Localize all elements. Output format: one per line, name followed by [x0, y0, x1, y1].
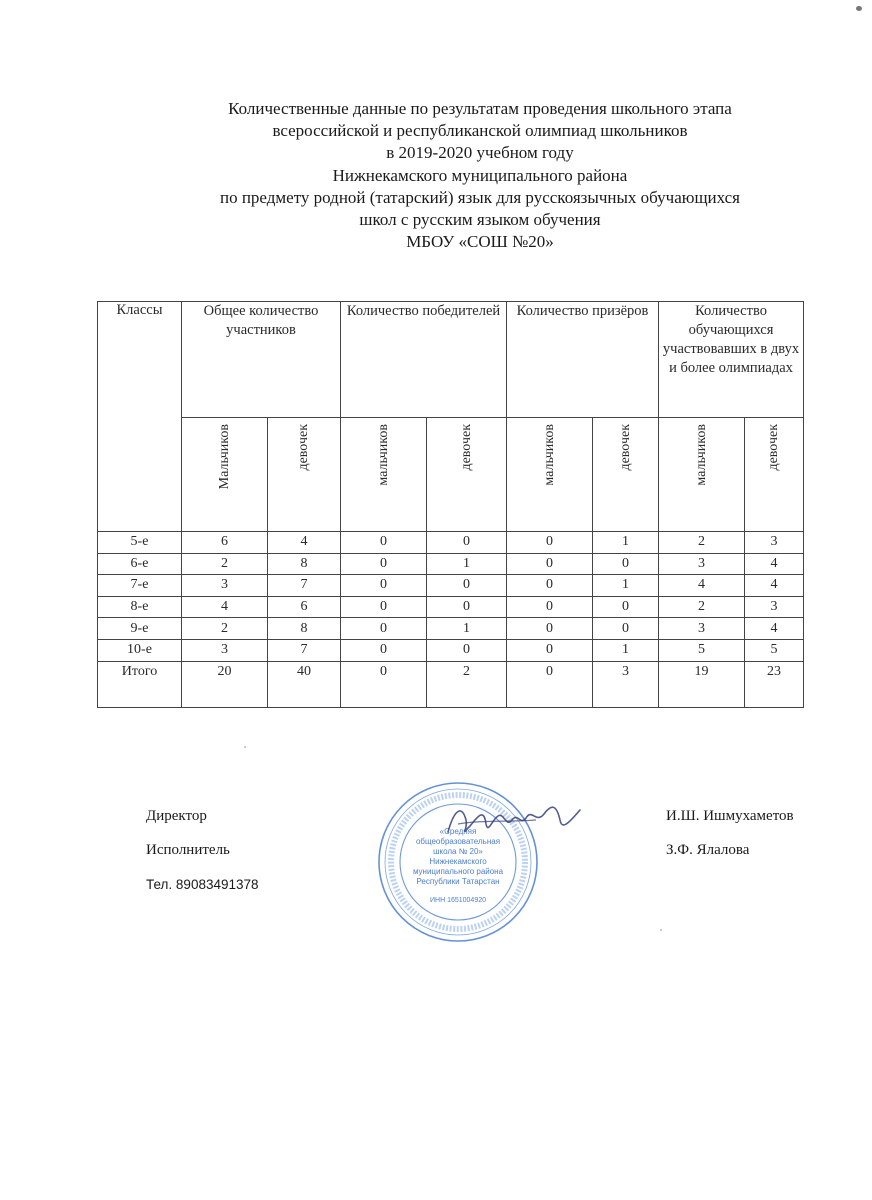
value-cell: 0	[341, 596, 427, 618]
results-table	[97, 301, 804, 708]
subheader-boys	[182, 418, 268, 532]
svg-text:школа № 20»: школа № 20»	[433, 847, 483, 856]
table-row	[98, 596, 804, 618]
value-cell: 1	[593, 532, 659, 554]
value-cell: 0	[427, 596, 507, 618]
value-cell: 1	[593, 639, 659, 661]
subheader-label: девочек	[458, 424, 474, 471]
total-cell: 3	[593, 661, 659, 707]
total-row	[98, 661, 804, 707]
subheader-girls	[427, 418, 507, 532]
total-cell: 19	[659, 661, 745, 707]
value-cell: 1	[593, 575, 659, 597]
subheader-label: мальчиков	[541, 424, 557, 486]
svg-text:«Средняя: «Средняя	[439, 827, 477, 836]
value-cell: 3	[182, 575, 268, 597]
value-cell: 0	[341, 575, 427, 597]
value-cell: 0	[593, 553, 659, 575]
subheader-girls	[593, 418, 659, 532]
value-cell: 0	[507, 553, 593, 575]
director-name: И.Ш. Ишмухаметов	[666, 808, 794, 824]
value-cell: 1	[427, 553, 507, 575]
value-cell: 0	[507, 639, 593, 661]
value-cell: 3	[659, 618, 745, 640]
value-cell: 2	[659, 596, 745, 618]
class-cell: 9-е	[98, 618, 182, 640]
value-cell: 2	[182, 618, 268, 640]
subheader-girls	[268, 418, 341, 532]
value-cell: 2	[182, 553, 268, 575]
value-cell: 3	[182, 639, 268, 661]
svg-text:ИНН 1651004920: ИНН 1651004920	[429, 897, 487, 904]
class-cell: 10-е	[98, 639, 182, 661]
class-cell: 5-е	[98, 532, 182, 554]
value-cell: 0	[341, 618, 427, 640]
value-cell: 0	[427, 639, 507, 661]
value-cell: 0	[341, 532, 427, 554]
scan-artifact	[856, 6, 862, 11]
title-line: МБОУ «СОШ №20»	[406, 232, 554, 252]
value-cell: 7	[268, 639, 341, 661]
document-title	[120, 98, 840, 253]
table-row	[98, 532, 804, 554]
class-cell: 7-е	[98, 575, 182, 597]
total-cell: 23	[745, 661, 804, 707]
scan-artifact	[244, 746, 246, 748]
value-cell: 0	[427, 575, 507, 597]
subheader-label: мальчиков	[375, 424, 391, 486]
value-cell: 3	[745, 596, 804, 618]
value-cell: 4	[268, 532, 341, 554]
value-cell: 3	[659, 553, 745, 575]
value-cell: 0	[507, 596, 593, 618]
class-cell: 8-е	[98, 596, 182, 618]
value-cell: 5	[745, 639, 804, 661]
value-cell: 0	[593, 596, 659, 618]
subheader-label: девочек	[617, 424, 633, 471]
subheader-label: Мальчиков	[216, 424, 232, 490]
total-cell: 0	[341, 661, 427, 707]
executor-label: Исполнитель	[146, 842, 230, 858]
value-cell: 7	[268, 575, 341, 597]
subheader-boys	[659, 418, 745, 532]
value-cell: 0	[507, 618, 593, 640]
title-line: Количественные данные по результатам проведения школьного этапа	[228, 99, 732, 118]
value-cell: 0	[593, 618, 659, 640]
subheader-boys	[507, 418, 593, 532]
value-cell: 0	[507, 575, 593, 597]
table-row	[98, 553, 804, 575]
class-cell: 6-е	[98, 553, 182, 575]
table-row	[98, 575, 804, 597]
total-label: Итого	[98, 661, 182, 707]
value-cell: 1	[427, 618, 507, 640]
value-cell: 0	[341, 639, 427, 661]
total-cell: 2	[427, 661, 507, 707]
title-line: по предмету родной (татарский) язык для русскоязычных обучающихся	[219, 187, 741, 207]
value-cell: 4	[182, 596, 268, 618]
value-cell: 8	[268, 553, 341, 575]
value-cell: 4	[745, 553, 804, 575]
total-cell: 0	[507, 661, 593, 707]
svg-text:Республики Татарстан: Республики Татарстан	[416, 877, 500, 886]
value-cell: 5	[659, 639, 745, 661]
table-row	[98, 639, 804, 661]
title-line: Нижнекамского муниципального района	[332, 165, 628, 185]
value-cell: 3	[745, 532, 804, 554]
value-cell: 8	[268, 618, 341, 640]
subheader-label: мальчиков	[693, 424, 709, 486]
table-row	[98, 618, 804, 640]
phone-number: Тел. 89083491378	[146, 877, 259, 892]
handwritten-signature	[440, 790, 590, 850]
scan-artifact	[660, 929, 662, 931]
header-multi-olympiad: Количество обучающихся участвовавших в двух и более олимпиадах	[659, 302, 804, 418]
svg-text:муниципального района: муниципального района	[412, 867, 504, 876]
subheader-label: девочек	[766, 424, 782, 471]
svg-text:Нижнекамского: Нижнекамского	[429, 857, 487, 866]
subheader-label: девочек	[296, 424, 311, 471]
value-cell: 6	[268, 596, 341, 618]
value-cell: 4	[745, 575, 804, 597]
value-cell: 6	[182, 532, 268, 554]
svg-text:общеобразовательная: общеобразовательная	[415, 837, 501, 846]
value-cell: 0	[507, 532, 593, 554]
title-line: школ с русским языком обучения	[359, 210, 601, 230]
subheader-girls	[745, 418, 804, 532]
value-cell: 4	[659, 575, 745, 597]
header-total-participants: Общее количество участников	[182, 302, 341, 418]
subheader-boys	[341, 418, 427, 532]
director-label: Директор	[146, 808, 207, 824]
value-cell: 4	[745, 618, 804, 640]
title-line: всероссийской и республиканской олимпиад школьников	[272, 121, 688, 141]
value-cell: 0	[427, 532, 507, 554]
header-winners: Количество победителей	[341, 302, 507, 418]
header-classes: Классы	[98, 302, 182, 532]
total-cell: 40	[268, 661, 341, 707]
total-cell: 20	[182, 661, 268, 707]
value-cell: 2	[659, 532, 745, 554]
value-cell: 0	[341, 553, 427, 575]
title-line: в 2019-2020 учебном году	[386, 143, 574, 163]
header-prize-winners: Количество призёров	[507, 302, 659, 418]
executor-name: З.Ф. Ялалова	[666, 842, 750, 858]
